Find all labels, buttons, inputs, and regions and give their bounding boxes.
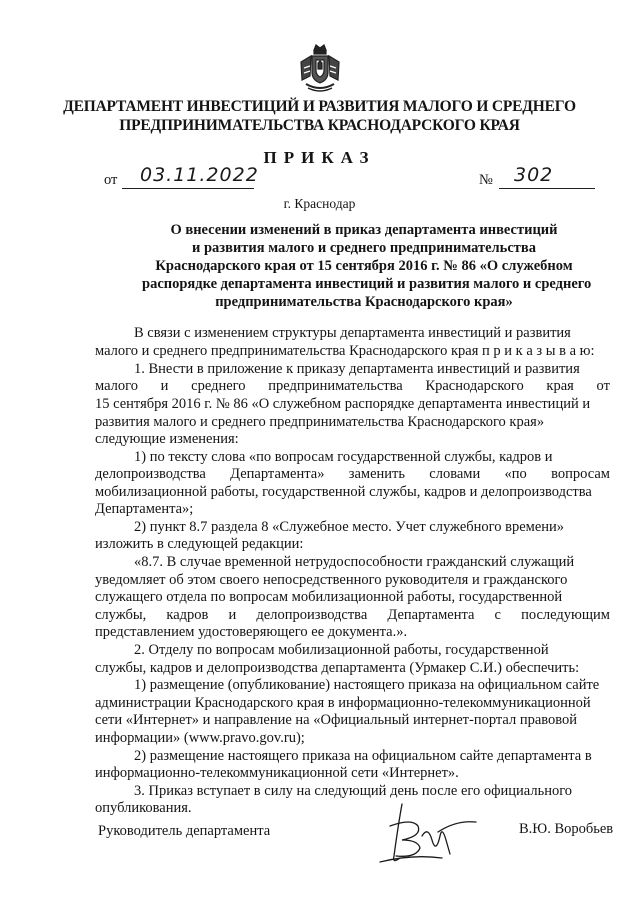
justified-line xyxy=(95,466,610,483)
body-line: В связи с изменением структуры департамента инвестиций и развития xyxy=(134,325,571,341)
word: предпринимательства xyxy=(268,378,403,394)
title-line: О внесении изменений в приказ департамента инвестиций xyxy=(170,222,558,238)
word: делопроизводства xyxy=(256,607,368,623)
body-line: развития малого и среднего предпринимательства Краснодарского края» xyxy=(95,414,545,430)
word: службы, xyxy=(95,607,147,623)
body-line: мобилизационной работы, государственной службы, кадров и делопроизводства xyxy=(95,484,592,500)
number-underline xyxy=(499,188,595,189)
word: Департамента» xyxy=(230,466,325,482)
word: Департамента xyxy=(387,607,475,623)
number-label: № xyxy=(479,172,493,188)
body-line: 2) размещение настоящего приказа на официальном сайте департамента в xyxy=(134,748,592,764)
word: от xyxy=(596,378,610,394)
body-line: информации» (www.pravo.gov.ru); xyxy=(95,730,305,746)
body-line: изложить в следующей редакции: xyxy=(95,536,304,552)
word: и xyxy=(228,607,237,623)
title-line: Краснодарского края от 15 сентября 2016 г. № 86 «О служебном xyxy=(155,258,573,274)
body-line: администрации Краснодарского края в информационно-телекоммуникационной xyxy=(95,695,591,711)
handwritten-date: 03.11.2022 xyxy=(140,164,259,186)
coat-of-arms-icon xyxy=(298,42,342,94)
justified-line xyxy=(95,378,610,395)
word: малого xyxy=(95,378,138,394)
body-line: 3. Приказ вступает в силу на следующий день после его официального xyxy=(134,783,573,799)
word: с xyxy=(494,607,501,623)
word: и xyxy=(160,378,169,394)
word: «по xyxy=(504,466,527,482)
body-line: 2) пункт 8.7 раздела 8 «Служебное место. Учет служебного времени» xyxy=(134,519,565,535)
word: вопросам xyxy=(551,466,610,482)
justified-line xyxy=(95,607,610,624)
title-line: распорядке департамента инвестиций и развития малого и среднего xyxy=(142,276,592,292)
word: края xyxy=(546,378,574,394)
body-line: служащего отдела по вопросам мобилизационной работы, государственной xyxy=(95,589,563,605)
body-line: сети «Интернет» и направление на «Официальный интернет-портал правовой xyxy=(95,712,578,728)
word: Краснодарского xyxy=(425,378,524,394)
signatory-name: В.Ю. Воробьев xyxy=(519,821,614,837)
body-line: опубликования. xyxy=(95,800,192,816)
date-label: от xyxy=(104,172,118,188)
word: делопроизводства xyxy=(95,466,206,482)
body-line: 1) размещение (опубликование) настоящего приказа на официальном сайте xyxy=(134,677,600,693)
body-line: представлением удостоверяющего ее документа.». xyxy=(95,624,408,640)
department-name-line-1: ДЕПАРТАМЕНТ ИНВЕСТИЦИЙ И РАЗВИТИЯ МАЛОГО И СРЕДНЕГО xyxy=(63,98,576,115)
word: заменить xyxy=(348,466,405,482)
body-line: информационно-телекоммуникационной сети «Интернет». xyxy=(95,765,459,781)
body-line: «8.7. В случае временной нетрудоспособности гражданский служащий xyxy=(134,554,575,570)
city-label: г. Краснодар xyxy=(283,196,356,211)
word: среднего xyxy=(191,378,246,394)
body-line: 15 сентября 2016 г. № 86 «О служебном распорядке департамента инвестиций и xyxy=(95,396,591,412)
body-line: уведомляет об этом своего непосредственного руководителя и гражданского xyxy=(95,572,568,588)
handwritten-number: 302 xyxy=(514,164,554,186)
document-type-heading: ПРИКАЗ xyxy=(263,148,376,167)
body-line: следующие изменения: xyxy=(95,431,239,447)
body-line: 1) по тексту слова «по вопросам государственной службы, кадров и xyxy=(134,449,553,465)
date-underline xyxy=(122,188,254,189)
handwritten-signature-icon xyxy=(372,796,478,866)
body-line: службы, кадров и делопроизводства департамента (Урмакер С.И.) обеспечить: xyxy=(95,660,580,676)
title-line: предпринимательства Краснодарского края» xyxy=(215,294,513,310)
body-line: Департамента»; xyxy=(95,501,194,517)
body-line: 2. Отделу по вопросам мобилизационной работы, государственной xyxy=(134,642,549,658)
word: словами xyxy=(429,466,481,482)
word: последующим xyxy=(521,607,610,623)
department-name-line-2: ПРЕДПРИНИМАТЕЛЬСТВА КРАСНОДАРСКОГО КРАЯ xyxy=(119,117,520,134)
body-line: малого и среднего предпринимательства Краснодарского края п р и к а з ы в а ю: xyxy=(95,343,595,359)
body-line: 1. Внести в приложение к приказу департамента инвестиций и развития xyxy=(134,361,580,377)
word: кадров xyxy=(166,607,209,623)
title-line: и развития малого и среднего предпринимательства xyxy=(192,240,536,256)
signatory-position: Руководитель департамента xyxy=(98,823,271,839)
